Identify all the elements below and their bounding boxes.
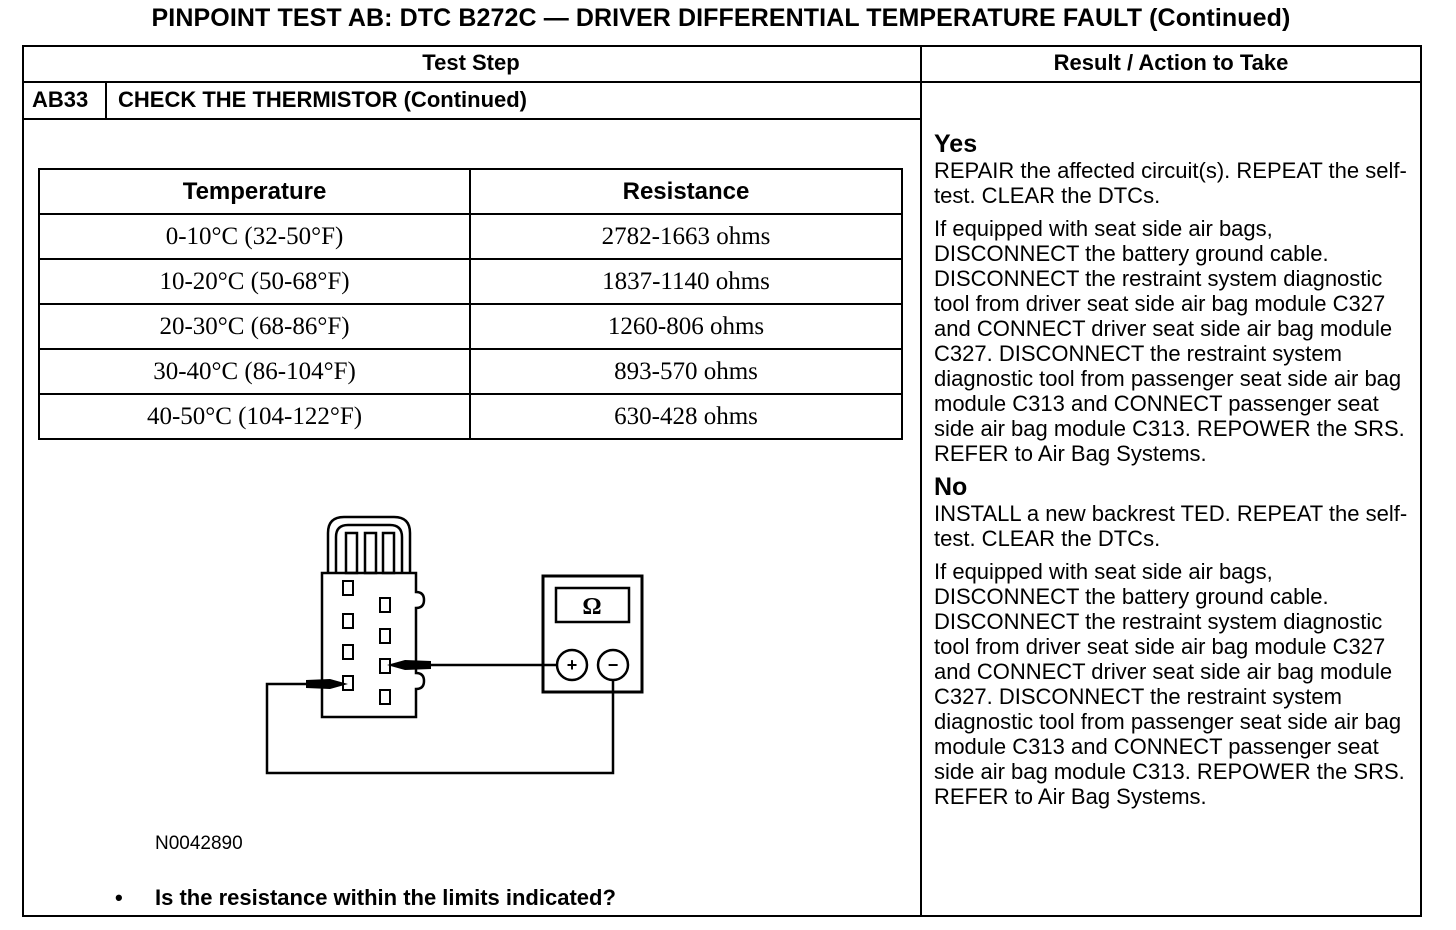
no-seat-airbag-action: If equipped with seat side air bags, DISCONNECT the battery ground cable. DISCONNECT the restraint system diagnostic tool from driver seat side air bag module C327 and CONNECT driver seat side air bag module C327. DISCONNECT the restraint system diagnostic tool from passenger seat side air bag module C313 and CONNECT passenger seat side air bag module C313. REPOWER the SRS. REFER to Air Bag Systems. — [934, 559, 1405, 809]
resistance-cell: 1260-806 ohms — [470, 304, 902, 349]
ohm-symbol: Ω — [582, 594, 602, 620]
positive-terminal-label: + — [566, 655, 578, 675]
no-label: No — [934, 473, 968, 501]
result-header: Result / Action to Take — [1053, 50, 1289, 75]
resistance-cell: 2782-1663 ohms — [470, 214, 902, 259]
temperature-cell: 40-50°C (104-122°F) — [39, 394, 470, 439]
page-title: PINPOINT TEST AB: DTC B272C — DRIVER DIFFERENTIAL TEMPERATURE FAULT (Continued) — [151, 4, 1291, 32]
results-column — [934, 131, 1419, 809]
figure-id: N0042890 — [155, 833, 243, 854]
temperature-cell: 20-30°C (68-86°F) — [39, 304, 470, 349]
thermistor-resistance-table — [38, 168, 903, 440]
table-row — [39, 304, 902, 349]
step-id-divider — [105, 82, 107, 119]
resistance-cell: 1837-1140 ohms — [470, 259, 902, 304]
resistance-cell: 893-570 ohms — [470, 349, 902, 394]
temperature-cell: 10-20°C (50-68°F) — [39, 259, 470, 304]
step-title: CHECK THE THERMISTOR (Continued) — [118, 87, 528, 112]
probe-tip-icon — [306, 660, 431, 689]
question-text: Is the resistance within the limits indicated? — [155, 885, 616, 910]
yes-seat-airbag-action: If equipped with seat side air bags, DISCONNECT the battery ground cable. DISCONNECT the restraint system diagnostic tool from driver seat side air bag module C327 and CONNECT driver seat side air bag module C327. DISCONNECT the restraint system diagnostic tool from passenger seat side air bag module C313 and CONNECT passenger seat side air bag module C313. REPOWER the SRS. REFER to Air Bag Systems. — [934, 216, 1405, 466]
table-header-row — [39, 169, 902, 214]
table-row — [39, 394, 902, 439]
table-row — [39, 349, 902, 394]
temperature-cell: 0-10°C (32-50°F) — [39, 214, 470, 259]
negative-terminal-label: − — [607, 655, 619, 675]
thermistor-test-diagram — [250, 505, 660, 790]
question — [115, 885, 616, 911]
column-divider — [920, 45, 922, 917]
resistance-column-header: Resistance — [470, 169, 902, 214]
yes-action: REPAIR the affected circuit(s). REPEAT the self-test. CLEAR the DTCs. — [934, 158, 1407, 208]
resistance-cell: 630-428 ohms — [470, 394, 902, 439]
temperature-cell: 30-40°C (86-104°F) — [39, 349, 470, 394]
connector-icon — [322, 517, 424, 717]
test-step-header: Test Step — [422, 50, 520, 75]
table-row — [39, 214, 902, 259]
temperature-column-header: Temperature — [39, 169, 470, 214]
header-row-divider — [22, 81, 1422, 83]
yes-label: Yes — [934, 130, 978, 158]
bullet: • — [115, 885, 123, 910]
no-action: INSTALL a new backrest TED. REPEAT the self-test. CLEAR the DTCs. — [934, 501, 1408, 551]
step-row-divider — [22, 118, 921, 120]
table-row — [39, 259, 902, 304]
step-id: AB33 — [32, 87, 89, 112]
